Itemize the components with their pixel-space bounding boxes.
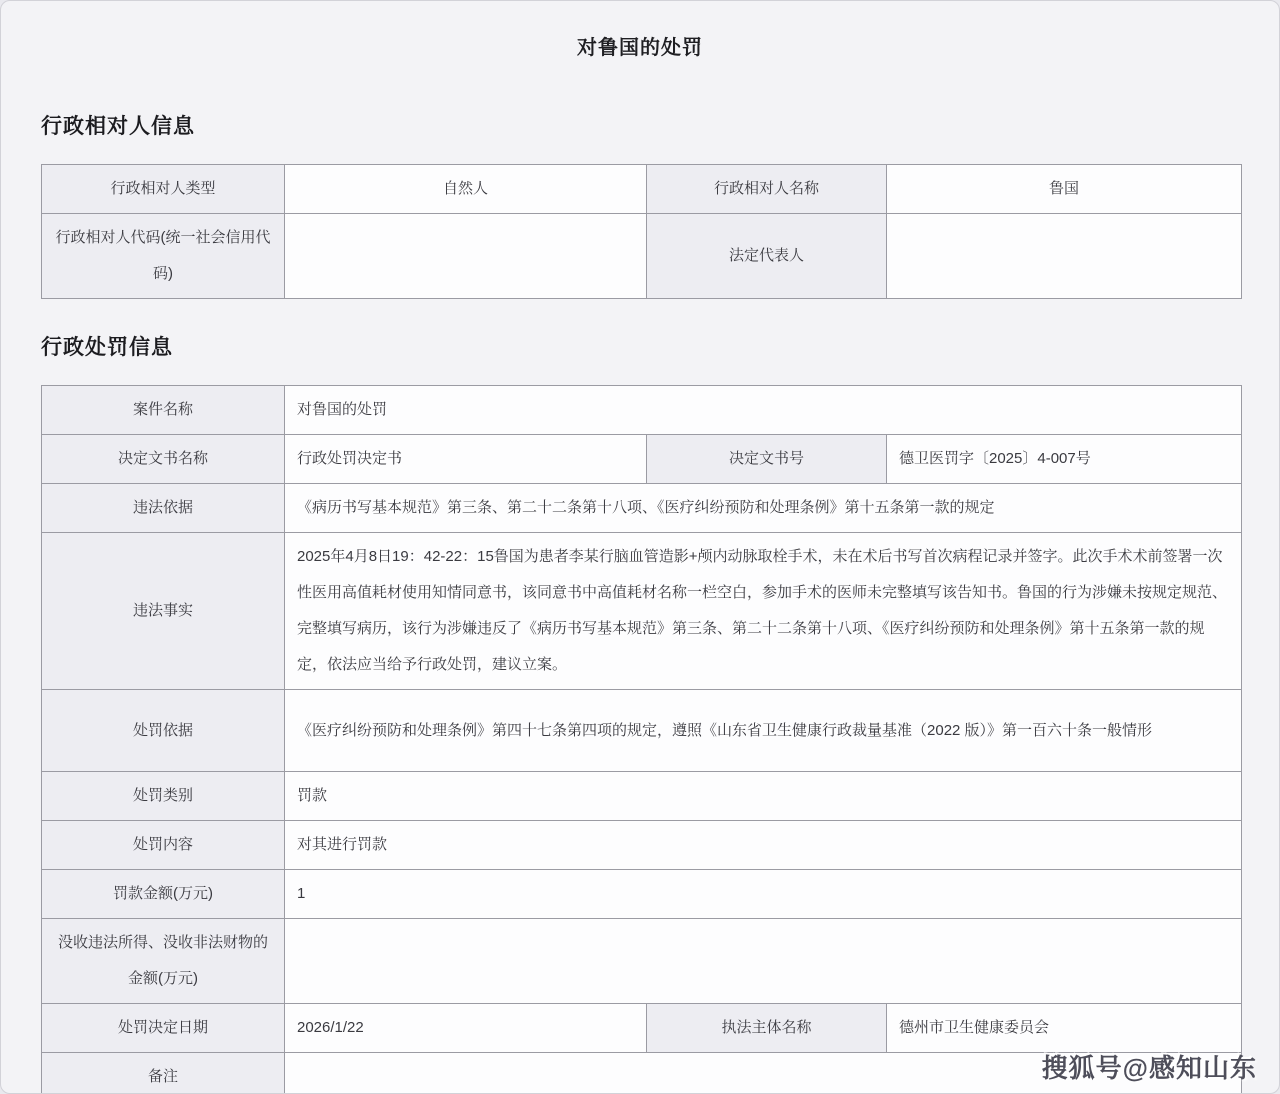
penalty-category-value: 罚款 xyxy=(285,772,1242,821)
content-area xyxy=(1,110,1279,1094)
table-row xyxy=(42,821,1242,870)
section-heading-party: 行政相对人信息 xyxy=(41,115,195,138)
table-row xyxy=(42,214,1242,299)
case-name-value: 对鲁国的处罚 xyxy=(285,386,1242,435)
fine-amount-value: 1 xyxy=(285,870,1242,919)
table-row xyxy=(42,533,1242,690)
legal-representative-value xyxy=(887,214,1242,299)
legal-basis-value: 《病历书写基本规范》第三条、第二十二条第十八项、《医疗纠纷预防和处理条例》第十五条第一款的规定 xyxy=(285,484,1242,533)
fine-amount-label: 罚款金额(万元) xyxy=(42,870,285,919)
table-row xyxy=(42,484,1242,533)
remarks-label: 备注 xyxy=(42,1053,285,1094)
section-heading-penalty: 行政处罚信息 xyxy=(41,336,173,359)
party-type-value: 自然人 xyxy=(285,165,647,214)
doc-number-label: 决定文书号 xyxy=(647,435,887,484)
sohu-watermark: 搜狐号@感知山东 xyxy=(1041,1053,1257,1083)
table-row xyxy=(42,435,1242,484)
decision-date-label: 处罚决定日期 xyxy=(42,1004,285,1053)
party-name-label: 行政相对人名称 xyxy=(647,165,887,214)
page-title: 对鲁国的处罚 xyxy=(577,37,703,59)
table-row xyxy=(42,919,1242,1004)
doc-number-value: 德卫医罚字〔2025〕4-007号 xyxy=(887,435,1242,484)
confiscation-value xyxy=(285,919,1242,1004)
table-row xyxy=(42,870,1242,919)
case-name-label: 案件名称 xyxy=(42,386,285,435)
penalty-content-value: 对其进行罚款 xyxy=(285,821,1242,870)
table-row xyxy=(42,772,1242,821)
penalty-basis-label: 处罚依据 xyxy=(42,690,285,772)
confiscation-label: 没收违法所得、没收非法财物的金额(万元) xyxy=(42,919,285,1004)
enforcement-agency-value: 德州市卫生健康委员会 xyxy=(887,1004,1242,1053)
table-row xyxy=(42,386,1242,435)
party-code-label: 行政相对人代码(统一社会信用代码) xyxy=(42,214,285,299)
penalty-info-table xyxy=(41,385,1242,1094)
party-info-table xyxy=(41,164,1242,299)
violation-facts-value: 2025年4月8日19：42-22：15鲁国为患者李某行脑血管造影+颅内动脉取栓手术，未在术后书写首次病程记录并签字。此次手术术前签署一次性医用高值耗材使用知情同意书，该同意书中高值耗材名称一栏空白，参加手术的医师未完整填写该告知书。鲁国的行为涉嫌未按规定规范、完整填写病历，该行为涉嫌违反了《病历书写基本规范》第三条、第二十二条第十八项、《医疗纠纷预防和处理条例》第十五条第一款的规定，依法应当给予行政处罚，建议立案。 xyxy=(285,533,1242,690)
doc-name-value: 行政处罚决定书 xyxy=(285,435,647,484)
penalty-category-label: 处罚类别 xyxy=(42,772,285,821)
legal-basis-label: 违法依据 xyxy=(42,484,285,533)
table-row xyxy=(42,690,1242,772)
violation-facts-label: 违法事实 xyxy=(42,533,285,690)
enforcement-agency-label: 执法主体名称 xyxy=(647,1004,887,1053)
party-code-value xyxy=(285,214,647,299)
decision-date-value: 2026/1/22 xyxy=(285,1004,647,1053)
doc-name-label: 决定文书名称 xyxy=(42,435,285,484)
party-name-value: 鲁国 xyxy=(887,165,1242,214)
table-row xyxy=(42,1004,1242,1053)
legal-representative-label: 法定代表人 xyxy=(647,214,887,299)
penalty-basis-value: 《医疗纠纷预防和处理条例》第四十七条第四项的规定，遵照《山东省卫生健康行政裁量基准（2022 版）》第一百六十条一般情形 xyxy=(285,690,1242,772)
party-type-label: 行政相对人类型 xyxy=(42,165,285,214)
table-row xyxy=(42,165,1242,214)
penalty-content-label: 处罚内容 xyxy=(42,821,285,870)
